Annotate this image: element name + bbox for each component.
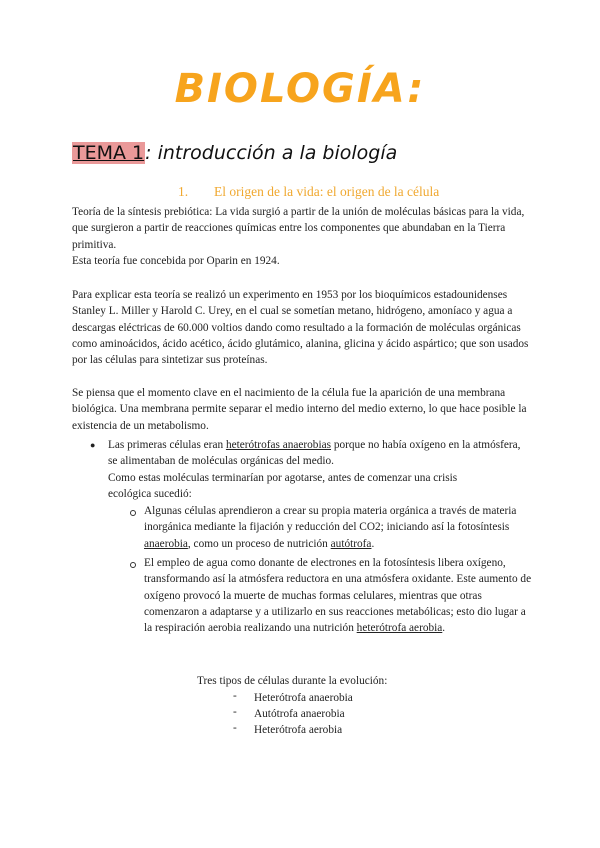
sub-bullet-marker bbox=[130, 510, 136, 516]
list-dash: - bbox=[233, 722, 237, 734]
list-item: Heterótrofa anaerobia bbox=[254, 692, 353, 704]
list-item: Heterótrofa aerobia bbox=[254, 724, 343, 736]
cell-types-heading: Tres tipos de células durante la evolución: bbox=[197, 675, 388, 687]
paragraph-theory: Teoría de la síntesis prebiótica: La vida surgió a partir de la unión de moléculas básicas para la vida, que surgieron a partir de reacciones químicas entre los componentes que abundaban en la Tierra primitiva. bbox=[72, 206, 525, 251]
term-heterotrofas-anaerobias: heterótrofas anaerobias bbox=[225, 439, 332, 451]
section-number: 1. bbox=[178, 184, 189, 199]
sub-bullet-marker bbox=[130, 562, 136, 568]
bullet-continuation: Como estas moléculas terminarían por agotarse, antes de comenzar una crisis ecológica sucedió: bbox=[108, 472, 458, 501]
sub-bullet-oxygen: El empleo de agua como donante de electrones en la fotosíntesis libera oxígeno, transformando así la atmósfera reductora en una atmósfera oxidante. Este aumento de oxígeno provocó la muerte de muchas formas celulares, mientras que otras comenzaron a adaptarse y a utilizarlo en sus reacciones metabólicas; esto dio lugar a la respiración aerobia realizando una nutrición heterótrofa aerobia. bbox=[144, 557, 532, 635]
paragraph-membrane: Se piensa que el momento clave en el nacimiento de la célula fue la aparición de una membrana biológica. Una membrana permite separar el medio interno del medio externo, lo que hace posible la existencia de un metabolismo. bbox=[72, 387, 527, 432]
paragraph-oparin: Esta teoría fue concebida por Oparin en 1924. bbox=[72, 255, 280, 267]
sub-bullet-photosynthesis: Algunas células aprendieron a crear su propia materia orgánica a través de materia inorgánica mediante la fijación y reducción del CO2; iniciando así la fotosíntesis anaerobia, como un proceso de nutrición autótrofa. bbox=[144, 505, 517, 550]
term-autotrofa: autótrofa bbox=[330, 537, 372, 550]
bullet-first-cells: Las primeras células eran heterótrofas anaerobias porque no había oxígeno en la atmósfera, se alimentaban de moléculas orgánicas del medio. bbox=[108, 439, 521, 468]
term-anaerobia: anaerobia bbox=[144, 537, 188, 550]
section-heading bbox=[178, 184, 439, 200]
topic-label: TEMA 1 bbox=[73, 142, 145, 164]
paragraph-experiment: Para explicar esta teoría se realizó un experimento en 1953 por los bioquímicos estadounidenses Stanley L. Miller y Harold C. Urey, en el cual se sometían metano, hidrógeno, amoníaco y agua a descargas eléctricas de 60.000 voltios dando como resultado a la formación de moléculas orgánicas como aminoácidos, ácido acético, ácido glutámico, alanina, glicina y ácido aspártico; que son usados por las células para sintetizar sus proteínas. bbox=[72, 289, 529, 367]
list-item: Autótrofa anaerobia bbox=[254, 708, 345, 720]
term-heterotrofa-aerobia: heterótrofa aerobia bbox=[356, 622, 443, 635]
topic-heading bbox=[72, 142, 397, 164]
topic-subtitle: : introducción a la biología bbox=[145, 142, 398, 164]
section-title: El origen de la vida: el origen de la célula bbox=[214, 184, 440, 199]
bullet-marker: ● bbox=[90, 440, 96, 450]
list-dash: - bbox=[233, 706, 237, 718]
page-title: BIOLOGÍA: bbox=[174, 66, 426, 112]
list-dash: - bbox=[233, 690, 237, 702]
